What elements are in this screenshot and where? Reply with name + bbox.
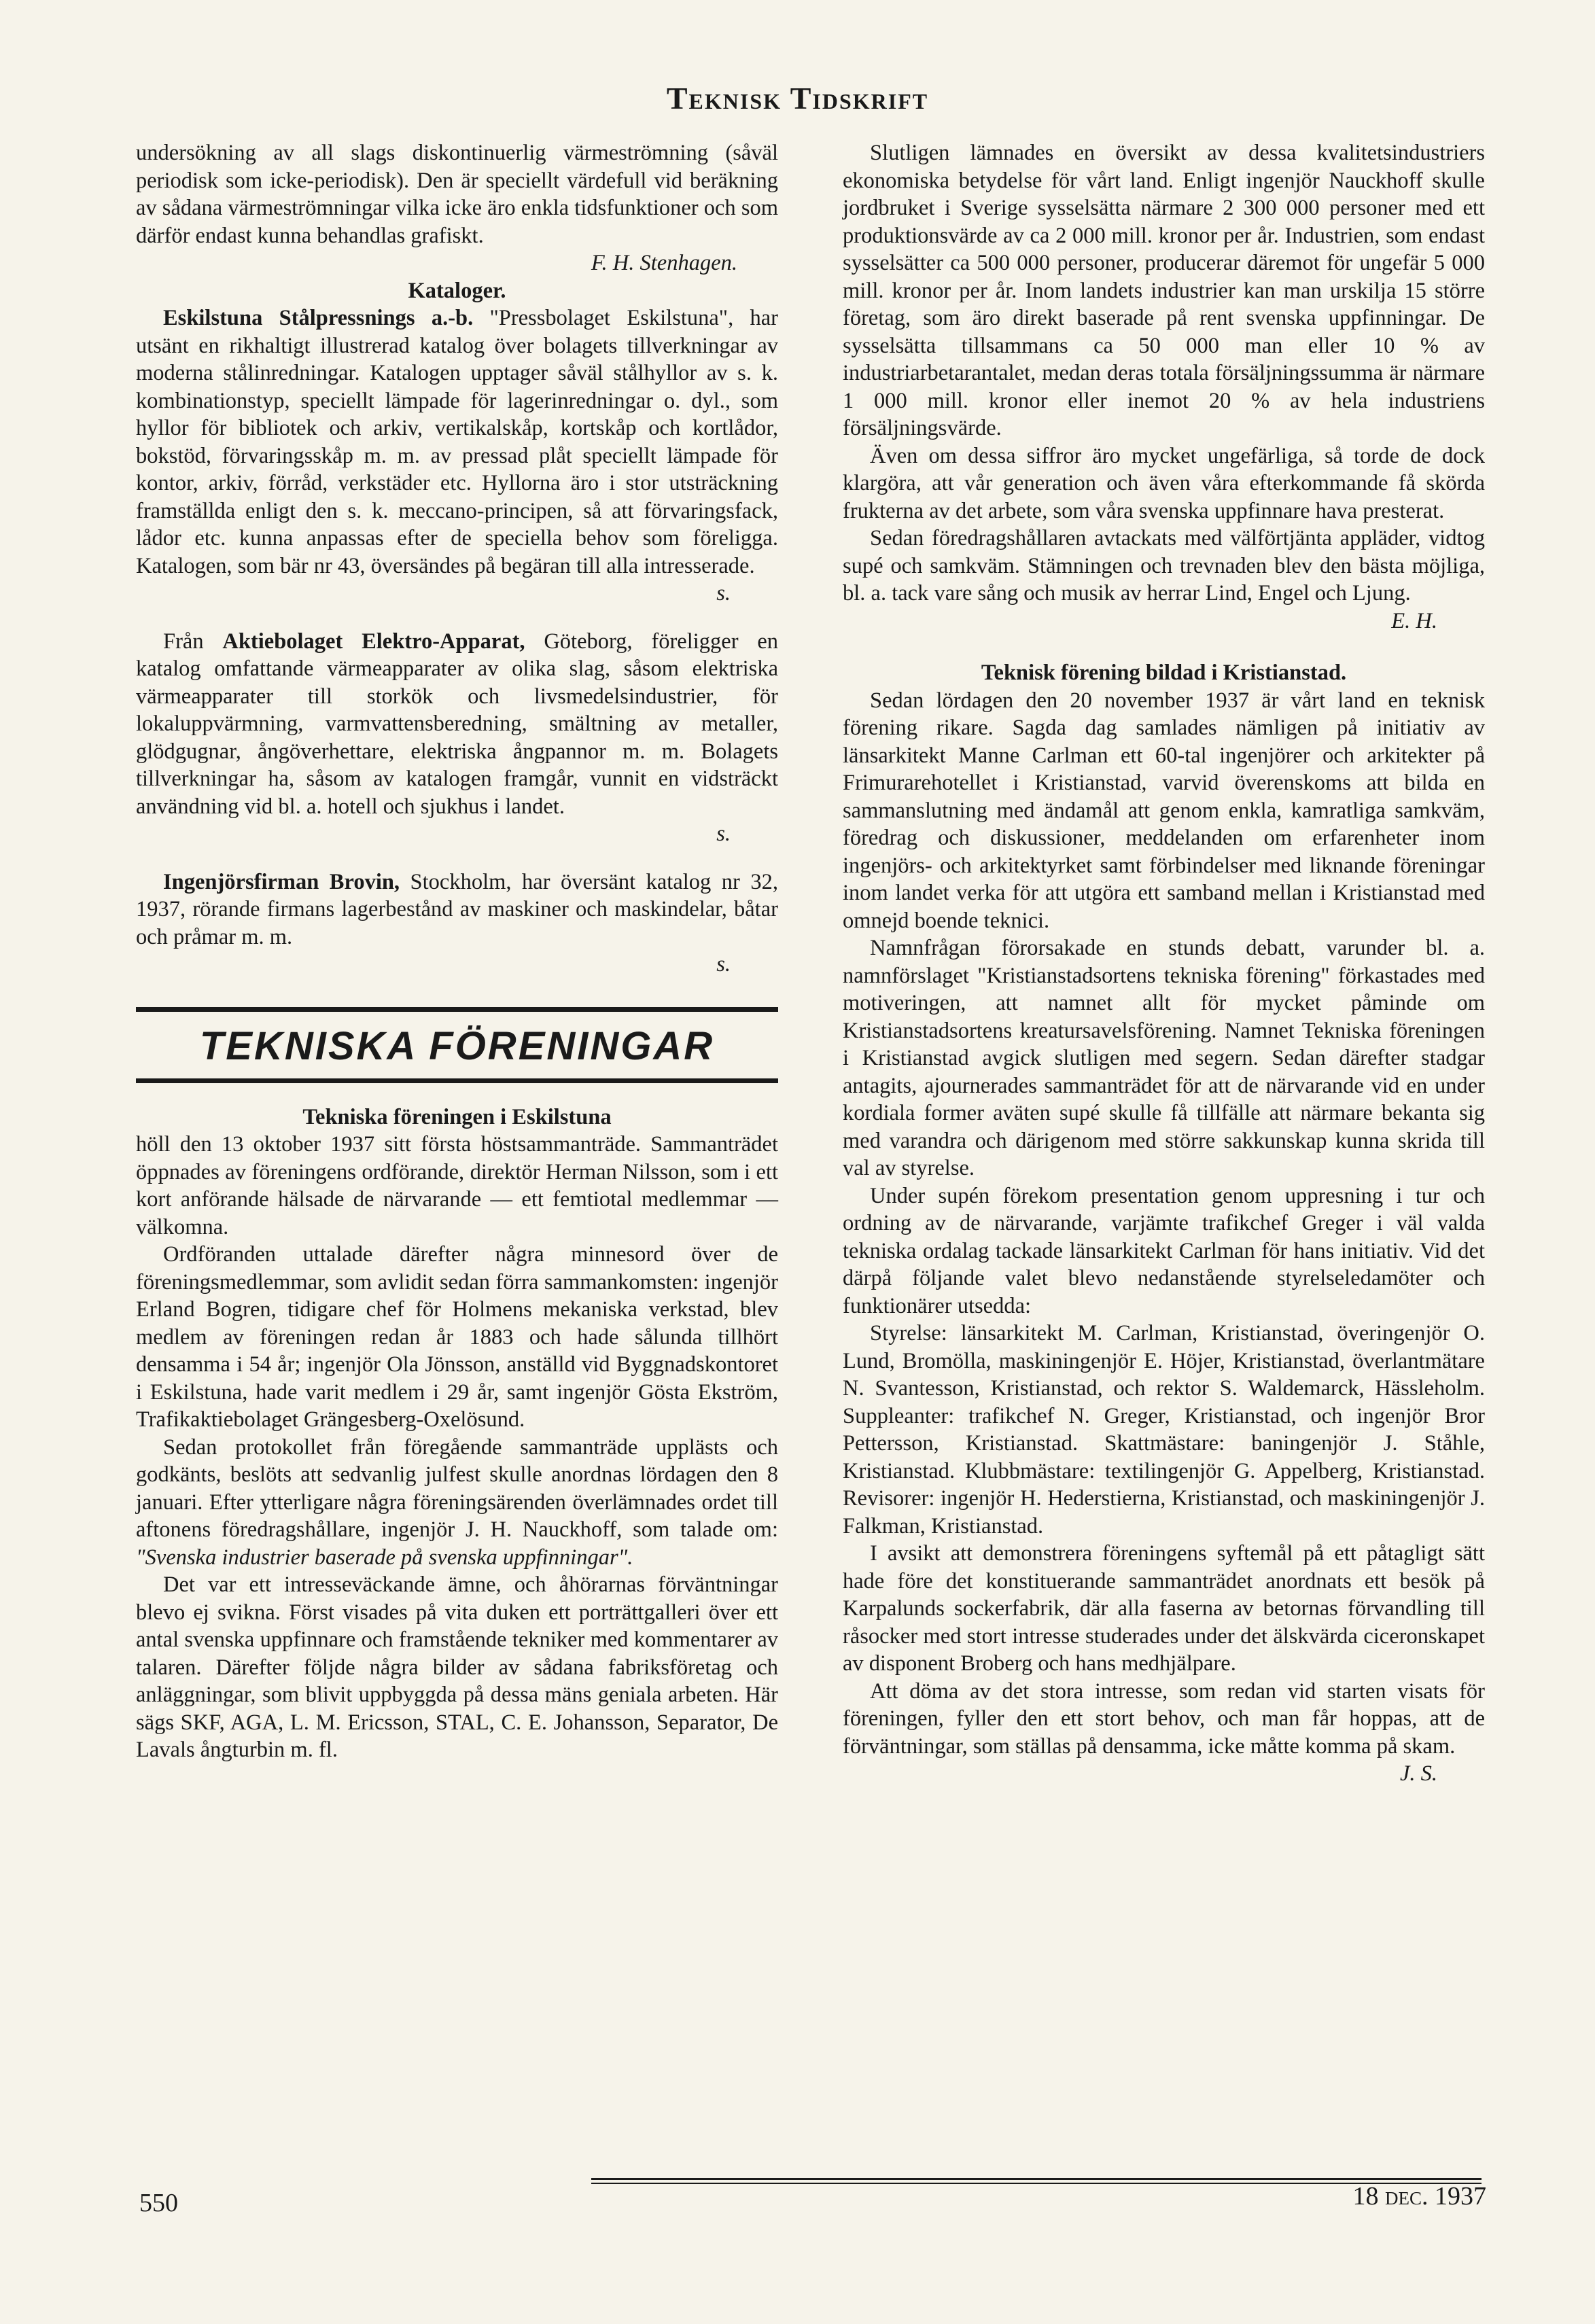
paragraph: I avsikt att demonstrera föreningens syftemål på ett påtagligt sätt hade före det konstituerande sammanträdet anordnats ett besök på Karpalunds sockerfabrik, där alla faserna av betornas förvandling till råsocker med stort intresse studerades under det älskvärda ciceronskapet av disponent Broberg och hans medhjälpare. (843, 1541, 1485, 1676)
lecture-title: "Svenska industrier baserade på svenska uppfinningar". (136, 1545, 633, 1570)
paragraph: Sedan föredragshållaren avtackats med välförtjänta appläder, vidtog supé och samkväm. Stämningen och trevnaden blev den bästa möjliga, bl. a. tack vare sång och musik av herrar Lind, Engel och Ljung. (843, 526, 1485, 605)
banner-rule (136, 1007, 778, 1012)
signature: s. (716, 952, 731, 976)
masthead: Teknisk Tidskrift (666, 81, 929, 116)
paragraph: Ordföranden uttalade därefter några minnesord över de föreningsmedlemmar, som avlidit sedan förra sammankomsten: ingenjör Erland Bogren, tidigare chef för Holmens mekaniska verkstad, blev medlem av föreningen redan år 1883 och hade sålunda tillhört densamma i 54 år; ingenjör Ola Jönsson, anställd vid Byggnadskontoret i Eskilstuna, hade varit medlem i 29 år, samt ingenjör Gösta Ekström, Trafikaktiebolaget Grängesberg-Oxelösund. (136, 1242, 778, 1432)
paragraph: undersökning av all slags diskontinuerlig värmeströmning (såväl periodisk som icke-periodisk). Den är speciellt värdefull vid beräkning av sådana värmeströmningar vilka icke äro enkla tidsfunktioner och som därför endast kunna behandlas grafiskt. (136, 141, 778, 248)
paragraph: Under supén förekom presentation genom uppresning i tur och ordning av de närvarande, varjämte trafikchef Greger i väl valda tekniska ordalag tackade länsarkitekt Carlman för hans initiativ. Vid det därpå följande valet blevo nedanstående styrelseledamöter och funktionärer utsedda: (843, 1183, 1485, 1318)
paragraph: Att döma av det stora intresse, som redan vid starten visats för föreningen, fyller den ett stort behov, och man får hoppas, att de förväntningar, som ställas på densamma, icke måtte komma på skam. (843, 1678, 1485, 1759)
paragraph: Sedan lördagen den 20 november 1937 är vårt land en teknisk förening rikare. Sagda dag samlades nämligen på initiativ av länsarkitekt Manne Carlman ett 60-tal ingenjörer och arkitekter på Frimurarehotellet i Kristianstad, varvid överenskoms att bilda en sammanslutning med ändamål att genom enkla, kamratliga samkväm, föredrag och diskussioner, meddelanden om erfarenheter inom ingenjörs- och arkitektyrket samt förbindelser med liknande föreningar inom landet verka för att utgöra ett samband mellan i Kristianstad med omnejd boende teknici. (843, 688, 1485, 933)
entry-text: "Pressbolaget Eskilstuna", har utsänt en rikhaltigt illustrerad katalog över bolagets tillverkningar av moderna stålinredningar. Katalogen upptager såväl stålhyllor av s. k. kombinationstyp, speciellt lämpade för lagerinredningar o. dyl., som hyllor för bibliotek och arkiv, vertikalskåp, kortskåp och kortlådor, bokstöd, förvaringsskåp m. m. av pressad plåt speciellt lämpade för kontor, arkiv, förråd, verkstäder etc. Hyllorna äro i stor utsträckning framställda enligt den s. k. meccano-principen, så att förvaringsfack, lådor etc. kunna anpassas efter de speciella behov som föreligga. Katalogen, som bär nr 43, översändes på begäran till alla intresserade. (136, 306, 778, 578)
paragraph: Slutligen lämnades en översikt av dessa kvalitetsindustriers ekonomiska betydelse för vårt land. Enligt ingenjör Nauckhoff skulle jordbruket i Sverige sysselsätta närmare 2 300 000 personer med ett produktionsvärde av ca 2 000 mill. kronor per år. Industrien, som endast sysselsätter ca 500 000 personer, producerar däremot för ungefär 5 000 mill. kronor per år. Inom landets industrier kan man urskilja 15 större företag, som äro direkt baserade på rent svenska uppfinningar. De sysselsätta tillsammans ca 50 000 man eller 10 % av industriarbetarantalet, medan deras totala försäljningssumma är närmare 1 000 mill. kronor eller inemot 20 % av hela industriens försäljningsvärde. (843, 141, 1485, 440)
paragraph: Det var ett intresseväckande ämne, och åhörarnas förväntningar blevo ej svikna. Först visades på vita duken ett porträttgalleri över ett antal svenska uppfinnare och framstående tekniker med kommentarer av talaren. Därefter följde några bilder av sådana fabriksföretag och anläggningar, som blivit uppbyggda på dessa mäns geniala arbeten. Här sägs SKF, AGA, L. M. Ericsson, STAL, C. E. Johansson, Separator, De Lavals ångturbin m. fl. (136, 1572, 778, 1762)
issue-date: 18 dec. 1937 (1352, 2182, 1486, 2211)
catalog-entry (136, 868, 778, 951)
footer-rule (591, 2178, 1482, 2184)
paragraph: Styrelse: länsarkitekt M. Carlman, Kristianstad, överingenjör O. Lund, Bromölla, maskiningenjör E. Höjer, Kristianstad, överlantmätare N. Svantesson, Kristianstad, och rektor S. Waldemarck, Hässleholm. Suppleanter: trafikchef N. Greger, Kristianstad, och ingenjör Bror Pettersson, Kristianstad. Skattmästare: baningenjör J. Ståhle, Kristianstad. Klubbmästare: textilingenjör G. Appelberg, Kristianstad. Revisorer: ingenjör H. Hederstierna, Kristianstad, och maskiningenjör J. Falkman, Kristianstad. (843, 1321, 1485, 1538)
signature: J. S. (1399, 1761, 1437, 1786)
paragraph: Namnfrågan förorsakade en stunds debatt, varunder bl. a. namnförslaget "Kristianstadsortens tekniska förening" förkastades med motiveringen, att namnet allt för mycket påminde om Kristianstadsortens kreatursavelsförening. Namnet Tekniska föreningen i Kristianstad avgick slutligen med segern. Sedan därefter stadgar antagits, ajournerades sammanträdet för att de närvarande vid en under kordiala former aväten supé skulle få tillfälle att närmare bekanta sig med varandra och därigenom med större sakkunskap kunna skrida till val av styrelse. (843, 936, 1485, 1180)
article-heading: Tekniska föreningen i Eskilstuna (302, 1104, 612, 1129)
signature: E. H. (1391, 608, 1437, 633)
banner-rule (136, 1078, 778, 1083)
signature: s. (716, 581, 731, 605)
company-name: Ingenjörsfirman Brovin, (163, 869, 400, 894)
paragraph-text: Sedan protokollet från föregående sammanträde upplästs och godkänts, beslöts att sedvanlig julfest skulle anordnas lördagen den 8 januari. Efter ytterligare några föreningsärenden överlämnades ordet till aftonens föredragshållare, ingenjör J. H. Nauckhoff, som talade om: (136, 1434, 778, 1542)
company-name: Aktiebolaget Elektro-Apparat, (222, 629, 525, 654)
catalog-entry (136, 628, 778, 821)
signature: s. (716, 822, 731, 846)
section-heading-kataloger: Kataloger. (408, 278, 506, 303)
company-name: Eskilstuna Stålpressnings a.-b. (163, 306, 474, 330)
article-heading: Teknisk förening bildad i Kristianstad. (981, 661, 1347, 685)
banner-title: TEKNISKA FÖRENINGAR (199, 1023, 715, 1068)
paragraph: höll den 13 oktober 1937 sitt första höstsammanträde. Sammanträdet öppnades av föreningens ordförande, direktör Herman Nilsson, som i ett kort anförande hälsade de närvarande — ett femtiotal medlemmar — välkomna. (136, 1132, 778, 1239)
entry-prefix: Från (163, 629, 223, 654)
right-column (843, 139, 1485, 1788)
signature: F. H. Stenhagen. (591, 251, 737, 275)
left-column (136, 139, 778, 1764)
page-number: 550 (139, 2189, 178, 2217)
entry-text: Stockholm, har översänt katalog nr 32, 1937, rörande firmans lagerbestånd av maskiner och maskindelar, båtar och pråmar m. m. (136, 869, 778, 949)
paragraph: Även om dessa siffror äro mycket ungefärliga, så torde de dock klargöra, att vår generation och även våra efterkommande få skörda frukterna av det arbete, som våra svenska uppfinnare hava presterat. (843, 443, 1485, 523)
paragraph (136, 1434, 778, 1572)
catalog-entry (136, 304, 778, 580)
entry-text: Göteborg, föreligger en katalog omfattande värmeapparater av olika slag, såsom elektriska värmeapparater till storkök och livsmedelsindustrier, för lokaluppvärmning, varmvattensberedning, smältning av metaller, glödgugnar, ångöverhettare, elektriska ångpannor m. m. Bolagets tillverkningar ha, såsom av katalogen framgår, vunnit en vidsträckt användning vid bl. a. hotell och sjukhus i landet. (136, 629, 779, 819)
section-banner (136, 1007, 778, 1083)
